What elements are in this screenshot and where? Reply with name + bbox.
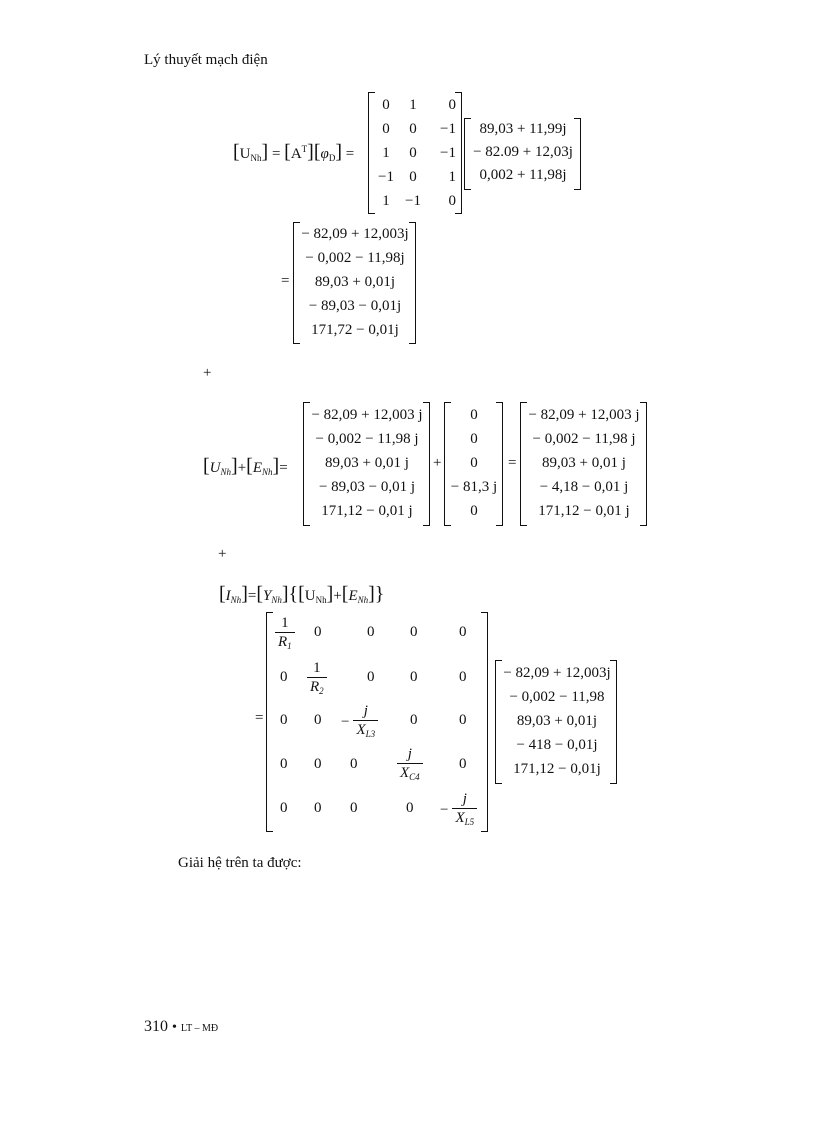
eq3-vector — [501, 661, 613, 781]
vector-entry: − 89,03 − 0,01 j — [318, 479, 416, 495]
matrix-row: 0 0 −1 — [382, 120, 456, 137]
result-entry: − 89,03 − 0,01j — [308, 298, 402, 314]
vector-entry: − 0,002 − 11,98 j — [315, 431, 419, 447]
vector-entry: − 82,09 + 12,003 j — [311, 407, 423, 423]
result-entry: − 0,002 − 11,98j — [305, 250, 405, 266]
result-entry: − 82,09 + 12,003j — [301, 226, 409, 242]
vector-entry: − 4,18 − 0,01 j — [539, 479, 629, 495]
vector-entry: 171,12 − 0,01 j — [321, 503, 413, 519]
vector-entry: 0 — [470, 455, 478, 471]
eq1-vector — [470, 118, 576, 187]
eq2-m3 — [526, 403, 642, 523]
page-number: 310 — [144, 1018, 168, 1035]
vector-entry: 0,002 + 11,98j — [479, 167, 567, 183]
eq1-u: U — [239, 146, 251, 162]
eq2-equals: = — [508, 455, 517, 471]
vector-entry: − 0,002 − 11,98 j — [532, 431, 636, 447]
eq1-matrix — [374, 93, 458, 213]
matrix-cell: 0 — [280, 669, 288, 685]
vector-entry: − 82,09 + 12,003j — [503, 665, 611, 681]
matrix-cell: 0 — [459, 624, 467, 640]
vector-entry: 171,12 − 0,01 j — [538, 503, 630, 519]
eq1-result-equals: = — [281, 273, 290, 289]
page-footer — [144, 1018, 218, 1036]
eq1-result — [299, 222, 411, 342]
matrix-row: 0 1 0 — [382, 96, 456, 113]
matrix-cell: 0 — [459, 669, 467, 685]
result-entry: 171,72 − 0,01j — [311, 322, 399, 338]
eq3-ymatrix-bracket-left — [266, 612, 273, 832]
vector-entry: − 81,3 j — [450, 479, 498, 495]
vector-entry: 0 — [470, 431, 478, 447]
matrix-cell: 0 — [406, 800, 414, 816]
matrix-cell: 0 — [459, 756, 467, 772]
matrix-cell: 0 — [280, 712, 288, 728]
vector-entry: − 0,002 − 11,98 — [509, 689, 605, 705]
vector-entry: − 82.09 + 12,03j — [473, 144, 573, 160]
plus-sign-2: + — [218, 546, 227, 562]
footer-bullet: • — [172, 1020, 177, 1035]
vector-entry: − 82,09 + 12,003 j — [528, 407, 640, 423]
matrix-cell: 0 — [350, 756, 358, 772]
matrix-cell: 0 — [280, 756, 288, 772]
matrix-cell: 0 — [410, 669, 418, 685]
vector-entry: − 418 − 0,01j — [516, 737, 598, 753]
vector-entry: 89,03 + 0,01 j — [325, 455, 409, 471]
eq2-plus: + — [433, 455, 442, 471]
matrix-row: −1 0 1 — [378, 168, 456, 185]
matrix-cell: 0 — [280, 800, 288, 816]
fraction-1-over-r2: $\frac{1}{R_2}$ — [307, 659, 327, 700]
matrix-cell: 0 — [314, 712, 322, 728]
plus-sign-1: + — [203, 365, 212, 381]
result-entry: 89,03 + 0,01j — [314, 274, 396, 290]
matrix-cell: 0 — [314, 756, 322, 772]
matrix-cell: 0 — [410, 624, 418, 640]
matrix-cell: 0 — [350, 800, 358, 816]
matrix-row: 1 0 −1 — [382, 144, 456, 161]
vector-entry: 89,03 + 11,99j — [479, 121, 567, 137]
matrix-cell: 0 — [367, 669, 375, 685]
vector-entry: 0 — [470, 503, 478, 519]
fraction-minus-j-over-xl3: − $\frac{j}{X_{L3}}$ — [341, 702, 378, 743]
matrix-cell: 0 — [410, 712, 418, 728]
running-title: Lý thuyết mạch điện — [144, 52, 268, 68]
eq2-lhs: $[U_{Nh}]+[E_{Nh}]=$ — [203, 455, 288, 477]
footer-label: LT – MĐ — [180, 1023, 219, 1034]
fraction-minus-j-over-xl5: − $\frac{j}{X_{L5}}$ — [440, 790, 477, 831]
eq3-equals: = — [255, 710, 264, 726]
vector-entry: 89,03 + 0,01j — [516, 713, 598, 729]
vector-entry: 171,12 − 0,01j — [513, 761, 601, 777]
matrix-row: 1 −1 0 — [382, 192, 456, 209]
matrix-cell: 0 — [367, 624, 375, 640]
fraction-j-over-xc4: $\frac{j}{X_{C4}}$ — [397, 745, 423, 786]
vector-entry: 0 — [470, 407, 478, 423]
conclusion-text: Giải hệ trên ta được: — [178, 855, 302, 871]
eq3-ymatrix-bracket-right — [481, 612, 488, 832]
eq2-m1 — [309, 403, 425, 523]
eq1-lhs: $[U_{Nh}] = [A^T][\varphi_D]$ = — [233, 141, 355, 163]
matrix-cell: 0 — [314, 624, 322, 640]
matrix-cell: 0 — [459, 712, 467, 728]
eq3-header: $[I_{Nh}]=[Y_{Nh}]\{[U_{Nh}]+[E_{Nh}]\}$ — [219, 583, 385, 605]
matrix-cell: 0 — [314, 800, 322, 816]
vector-entry: 89,03 + 0,01 j — [542, 455, 626, 471]
fraction-1-over-r1: $\frac{1}{R_1}$ — [275, 614, 295, 655]
eq2-m2 — [450, 403, 498, 523]
